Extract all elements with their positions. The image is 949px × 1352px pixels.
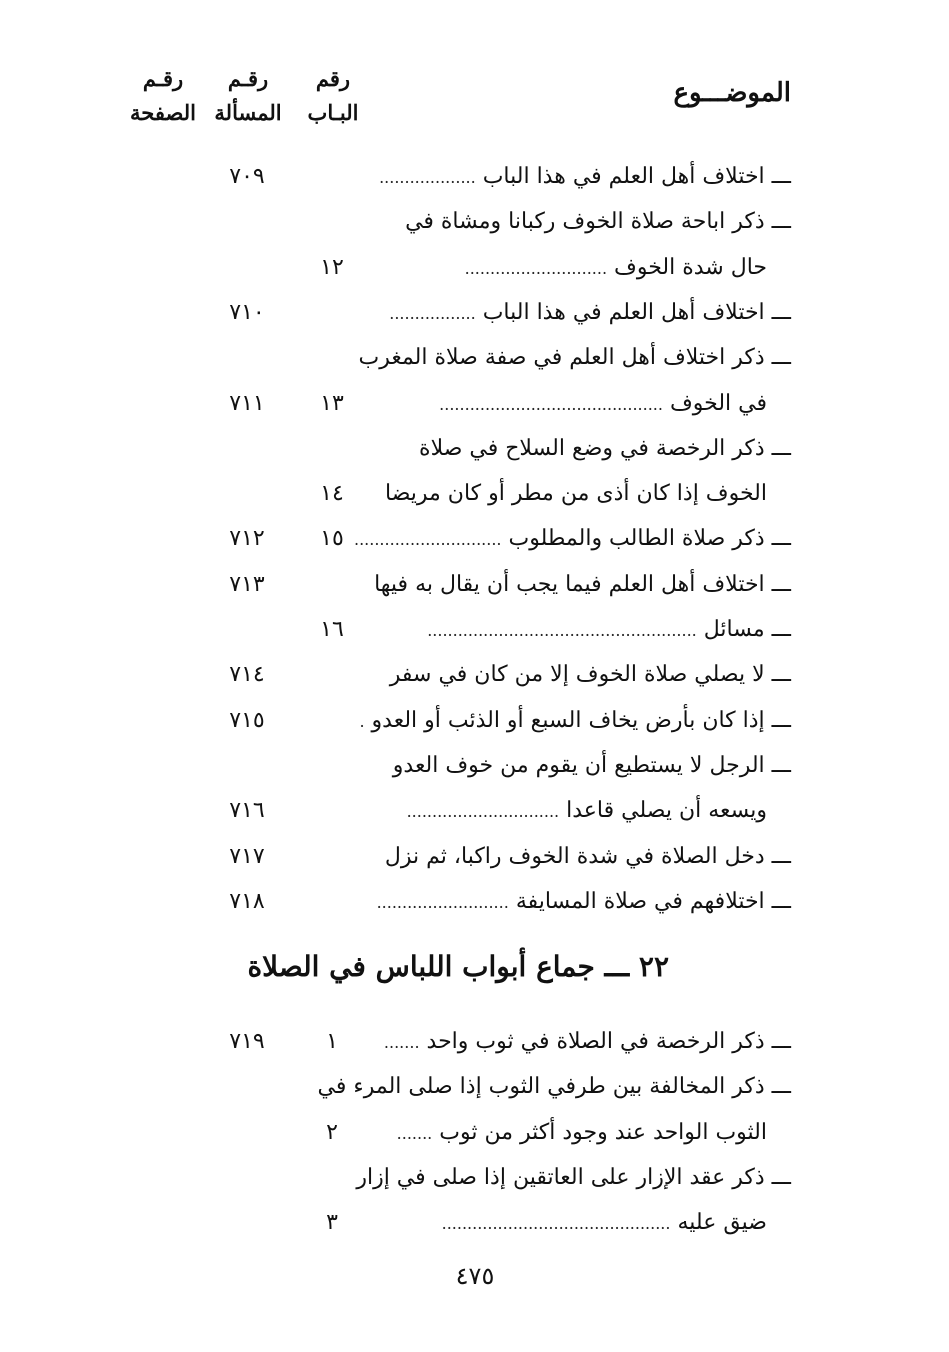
entry-text: الثوب الواحد عند وجود أكثر من ثوب	[439, 1119, 767, 1145]
entry-text: ـــ إذا كان بأرض يخاف السبع أو الذئب أو العدو	[371, 707, 791, 733]
entry-topic	[371, 429, 791, 469]
index-entry	[0, 338, 949, 378]
index-entry	[0, 384, 949, 424]
page-ref: ٧١٢	[229, 526, 265, 552]
column-header-topic: الموضـــوع	[673, 78, 791, 108]
index-entry	[0, 655, 949, 695]
page-ref: ٧١٣	[229, 571, 265, 597]
entry-topic	[317, 1067, 791, 1107]
entry-text: ـــ ذكر صلاة الطالب والمطلوب	[508, 526, 791, 552]
entry-topic	[359, 701, 791, 742]
header-masala-word1: رقـم	[227, 66, 269, 91]
entry-topic	[371, 882, 791, 923]
entry-topic	[347, 791, 767, 832]
page-ref: ٧١٥	[229, 707, 265, 733]
entry-topic	[371, 565, 791, 605]
page-ref: ٧١١	[229, 390, 265, 416]
entry-text: ـــ ذكر الرخصة في الصلاة في ثوب واحد	[426, 1029, 791, 1054]
entry-text: ـــ ذكر اختلاف أهل العلم في صفة صلاة المغرب	[358, 345, 791, 371]
entry-topic	[347, 248, 767, 289]
page-ref: ٧١٨	[229, 888, 265, 914]
leader-dots: ..............................	[406, 802, 560, 822]
page-ref: ٧١٧	[229, 843, 265, 869]
entry-text: ـــ اختلاف أهل العلم فيما يجب أن يقال به فيها	[374, 571, 791, 597]
index-entry	[0, 882, 949, 922]
index-entry	[0, 1022, 949, 1062]
entry-topic	[347, 1113, 767, 1154]
index-entry	[0, 701, 949, 741]
column-header-safha	[113, 62, 213, 130]
header-masala-word2: المسألة	[214, 100, 282, 125]
entry-text: ـــ ذكر عقد الإزار على العاتقين إذا صلى في إزار	[356, 1164, 791, 1190]
entry-topic	[354, 519, 791, 560]
index-entry	[0, 610, 949, 650]
bab-number: ١	[326, 1029, 338, 1054]
index-entry	[0, 1203, 949, 1243]
column-header-masala	[198, 62, 298, 130]
entry-topic	[371, 157, 791, 198]
header-safha-word1: رقـم	[142, 66, 184, 91]
bab-number: ٣	[326, 1210, 338, 1236]
page-number: ٤٧٥	[455, 1262, 495, 1290]
entry-text: ـــ اختلاف أهل العلم في هذا الباب	[482, 164, 791, 189]
index-entry	[0, 293, 949, 333]
leader-dots: ..........................	[376, 892, 509, 912]
leader-dots: .................	[389, 303, 476, 323]
entry-text: ـــ الرجل لا يستطيع أن يقوم من خوف العدو	[392, 752, 791, 778]
index-entry	[0, 746, 949, 786]
entry-text: ـــ لا يصلي صلاة الخوف إلا من كان في سفر	[389, 662, 791, 688]
bab-number: ١٦	[320, 617, 344, 642]
index-entry	[0, 157, 949, 197]
entry-text: ضيق عليه	[677, 1210, 767, 1236]
page-ref: ٧١٤	[229, 662, 265, 688]
index-entry	[0, 791, 949, 831]
entry-topic	[371, 746, 791, 786]
bab-number: ٢	[326, 1119, 338, 1145]
index-entry	[0, 202, 949, 242]
index-entry	[0, 1158, 949, 1198]
entry-topic	[347, 1203, 767, 1244]
entry-topic	[371, 293, 791, 334]
index-entry	[0, 1113, 949, 1153]
leader-dots: ............................	[464, 258, 608, 278]
entry-text: ويسعه أن يصلي قاعدا	[566, 798, 767, 824]
page-ref: ٧٠٩	[229, 164, 265, 189]
header-safha-word2: الصفحة	[130, 100, 196, 125]
index-entry	[0, 1067, 949, 1107]
index-entry	[0, 474, 949, 514]
entry-text: ـــ اختلاف أهل العلم في هذا الباب	[482, 299, 791, 325]
entry-topic	[371, 837, 791, 877]
entry-text: حال شدة الخوف	[614, 254, 767, 280]
entry-text: ـــ ذكر اباحة صلاة الخوف ركبانا ومشاة في	[405, 209, 791, 235]
index-entry	[0, 565, 949, 605]
entry-text: ـــ اختلافهم في صلاة المسايفة	[515, 888, 791, 914]
entry-topic	[358, 338, 791, 378]
bab-number: ١٥	[320, 526, 344, 552]
index-entry	[0, 837, 949, 877]
entry-text: ـــ مسائل	[703, 617, 791, 642]
entry-text: ـــ دخل الصلاة في شدة الخوف راكبا، ثم نزل	[384, 843, 791, 869]
leader-dots: .............................	[354, 530, 502, 550]
header-bab-word2: البـاب	[307, 100, 359, 125]
entry-text: الخوف إذا كان أذى من مطر أو كان مريضا	[384, 481, 767, 507]
entry-topic	[371, 610, 791, 651]
leader-dots: .	[359, 711, 365, 731]
chapter-heading: ٢٢ ـــ جماع أبواب اللباس في الصلاة	[247, 950, 669, 983]
entry-topic	[371, 202, 791, 242]
entry-topic	[347, 384, 767, 425]
entry-topic	[347, 474, 767, 514]
entry-topic	[356, 1158, 791, 1198]
index-entry	[0, 248, 949, 288]
page-ref: ٧١٠	[229, 299, 265, 325]
bab-number: ١٢	[320, 254, 344, 280]
entry-topic	[371, 655, 791, 695]
entry-text: ـــ ذكر المخالفة بين طرفي الثوب إذا صلى المرء في	[317, 1074, 791, 1100]
column-header-bab	[283, 62, 383, 130]
bab-number: ١٤	[320, 481, 344, 507]
entry-text: في الخوف	[669, 390, 767, 416]
leader-dots: ............................................	[439, 394, 663, 414]
page-ref: ٧١٦	[229, 798, 265, 824]
leader-dots: .............................................	[441, 1214, 671, 1234]
leader-dots: ...................	[379, 168, 476, 187]
entry-topic	[371, 1022, 791, 1063]
page-ref: ٧١٩	[229, 1029, 265, 1054]
bab-number: ١٣	[320, 390, 344, 416]
index-entry	[0, 429, 949, 469]
header-bab-word1: رقم	[315, 66, 351, 91]
leader-dots: .......	[383, 1033, 420, 1052]
index-entry	[0, 519, 949, 559]
leader-dots: .....................................................	[427, 621, 697, 640]
leader-dots: .......	[396, 1123, 433, 1143]
entry-text: ـــ ذكر الرخصة في وضع السلاح في صلاة	[419, 435, 791, 461]
